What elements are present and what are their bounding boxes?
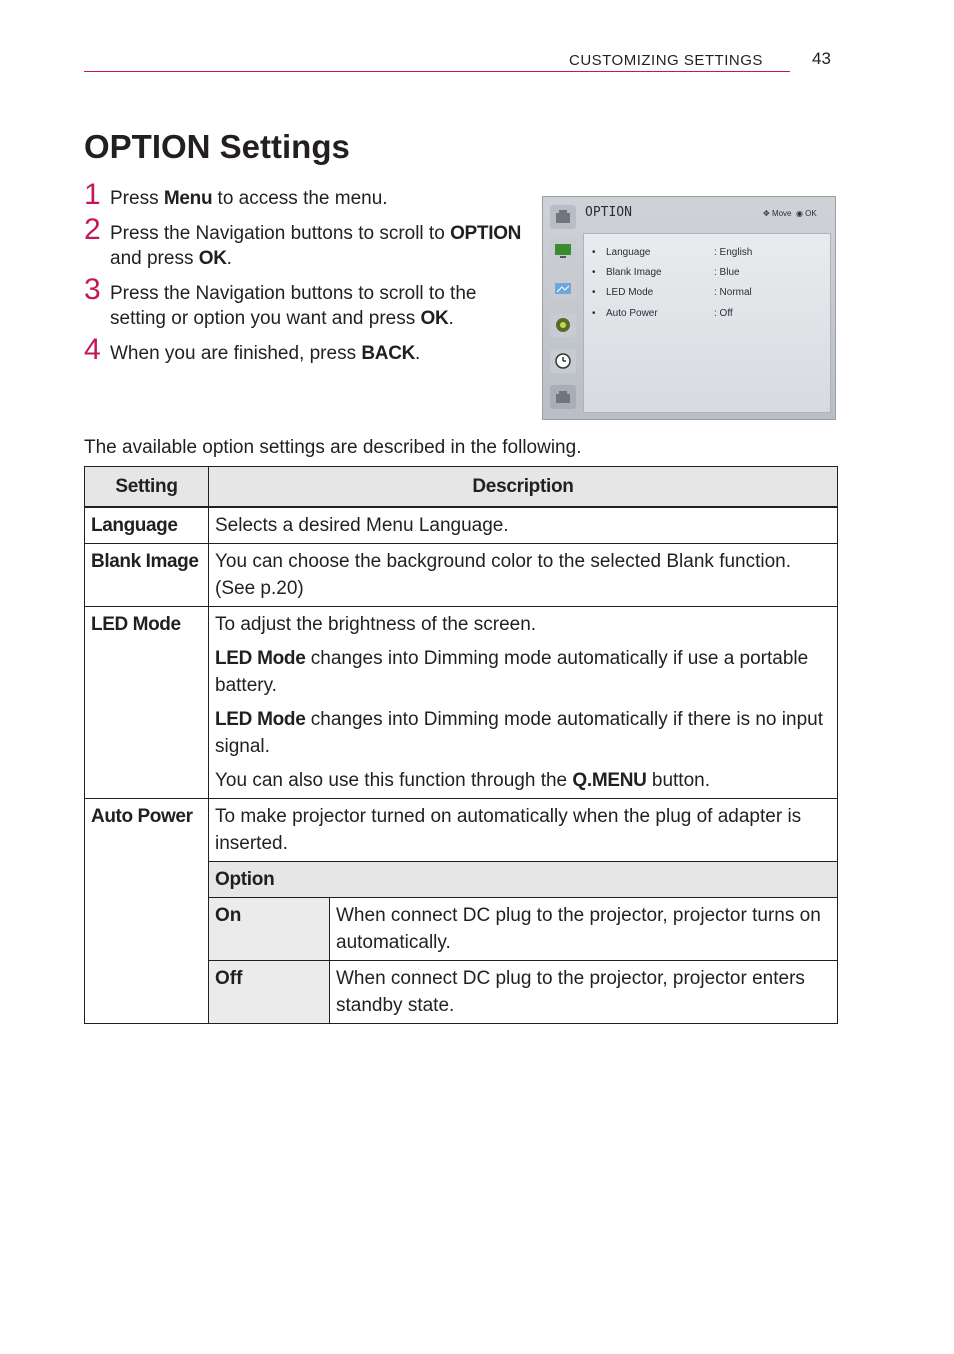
step-keyword: OK	[420, 308, 449, 329]
osd-row-value: : Blue	[714, 267, 740, 278]
description-paragraph	[215, 706, 831, 760]
osd-row-label: Auto Power	[606, 308, 658, 319]
table-header-row	[85, 467, 838, 508]
header-description: Description	[209, 467, 838, 508]
header-setting: Setting	[85, 467, 209, 508]
osd-row-value: : English	[714, 247, 753, 258]
paragraph-text: button.	[646, 770, 710, 791]
steps-list	[84, 178, 524, 376]
osd-nav-hint	[763, 209, 817, 218]
setting-description: Selects a desired Menu Language.	[209, 507, 838, 544]
running-header-section: CUSTOMIZING SETTINGS	[569, 52, 763, 69]
paragraph-text: You can also use this function through the	[215, 770, 573, 791]
page-title: OPTION Settings	[84, 128, 350, 165]
time-icon	[550, 349, 576, 373]
step-text: .	[415, 343, 421, 364]
step-text: .	[226, 248, 232, 269]
settings-table	[84, 466, 838, 1024]
osd-sidebar	[545, 199, 583, 417]
bullet-icon: •	[592, 287, 596, 298]
setting-name: Blank Image	[85, 544, 209, 607]
bullet-icon: •	[592, 247, 596, 258]
osd-hint-ok: OK	[805, 209, 817, 218]
bullet-icon: •	[592, 308, 596, 319]
setting-name: Auto Power	[85, 799, 209, 1024]
option-name: Off	[209, 961, 329, 1023]
osd-title: OPTION	[585, 205, 632, 220]
description-paragraph: To adjust the brightness of the screen.	[215, 614, 537, 635]
picture-icon	[550, 239, 576, 263]
table-row	[85, 544, 838, 607]
page-number: 43	[812, 49, 831, 68]
step-text: to access the menu.	[212, 188, 388, 209]
step-keyword: BACK	[361, 343, 416, 364]
osd-row-label: Language	[606, 247, 651, 258]
inline-keyword: LED Mode	[215, 709, 306, 730]
osd-row-label: LED Mode	[606, 287, 654, 298]
step-number: 3	[84, 273, 101, 306]
inline-keyword: Q.MENU	[572, 770, 647, 791]
step-text: Press the Navigation buttons to scroll to	[110, 223, 451, 244]
description-paragraph	[215, 645, 831, 699]
step-text: .	[448, 308, 454, 329]
option-row	[209, 898, 837, 961]
step-text: When you are finished, press	[110, 343, 362, 364]
table-row	[85, 607, 838, 799]
auto-power-description: To make projector turned on automatically when the plug of adapter is inserted.	[209, 799, 837, 862]
setting-description: You can choose the background color to the selected Blank function.(See p.20)	[209, 544, 838, 607]
setting-description	[209, 607, 838, 799]
setting-description	[209, 799, 838, 1024]
step-1	[84, 178, 524, 211]
step-keyword: OK	[198, 248, 227, 269]
screen-icon	[550, 277, 576, 301]
step-keyword: Menu	[163, 188, 213, 209]
option-row	[209, 961, 837, 1023]
osd-panel	[583, 233, 831, 413]
table-row	[85, 507, 838, 544]
step-number: 4	[84, 333, 101, 366]
step-4	[84, 333, 524, 366]
setting-name: Language	[85, 507, 209, 544]
option-icon	[550, 385, 576, 409]
bullet-icon: •	[592, 267, 596, 278]
step-number: 2	[84, 213, 101, 246]
intro-text: The available option settings are described in the following.	[84, 437, 582, 458]
description-paragraph	[215, 767, 831, 794]
table-row	[85, 799, 838, 1024]
step-number: 1	[84, 178, 101, 211]
ok-icon: ◉	[795, 209, 803, 218]
step-text: Press	[110, 188, 164, 209]
option-description: When connect DC plug to the projector, projector enters standby state.	[329, 961, 837, 1023]
header-rule	[84, 71, 790, 72]
sound-icon	[550, 313, 576, 337]
step-2	[84, 213, 524, 271]
settings-category-icon	[550, 205, 576, 229]
move-icon: ✥	[763, 209, 770, 218]
inline-keyword: LED Mode	[215, 648, 306, 669]
option-menu-screenshot	[542, 196, 836, 420]
setting-name: LED Mode	[85, 607, 209, 799]
osd-hint-move: Move	[771, 209, 792, 218]
option-subheader: Option	[209, 862, 837, 898]
step-text: and press	[110, 248, 199, 269]
paragraph-text: changes into Dimming mode automatically if use a portable battery.	[215, 648, 809, 696]
option-name: On	[209, 898, 329, 960]
step-3	[84, 273, 524, 331]
paragraph-text: changes into Dimming mode automatically if there is no input signal.	[215, 709, 823, 757]
option-description: When connect DC plug to the projector, projector turns on automatically.	[329, 898, 837, 960]
osd-row-value: : Off	[714, 308, 733, 319]
osd-row-value: : Normal	[714, 287, 752, 298]
step-text: Press the Navigation buttons to scroll to the setting or option you want and press	[110, 283, 477, 329]
step-keyword: OPTION	[450, 223, 522, 244]
osd-row-label: Blank Image	[606, 267, 662, 278]
